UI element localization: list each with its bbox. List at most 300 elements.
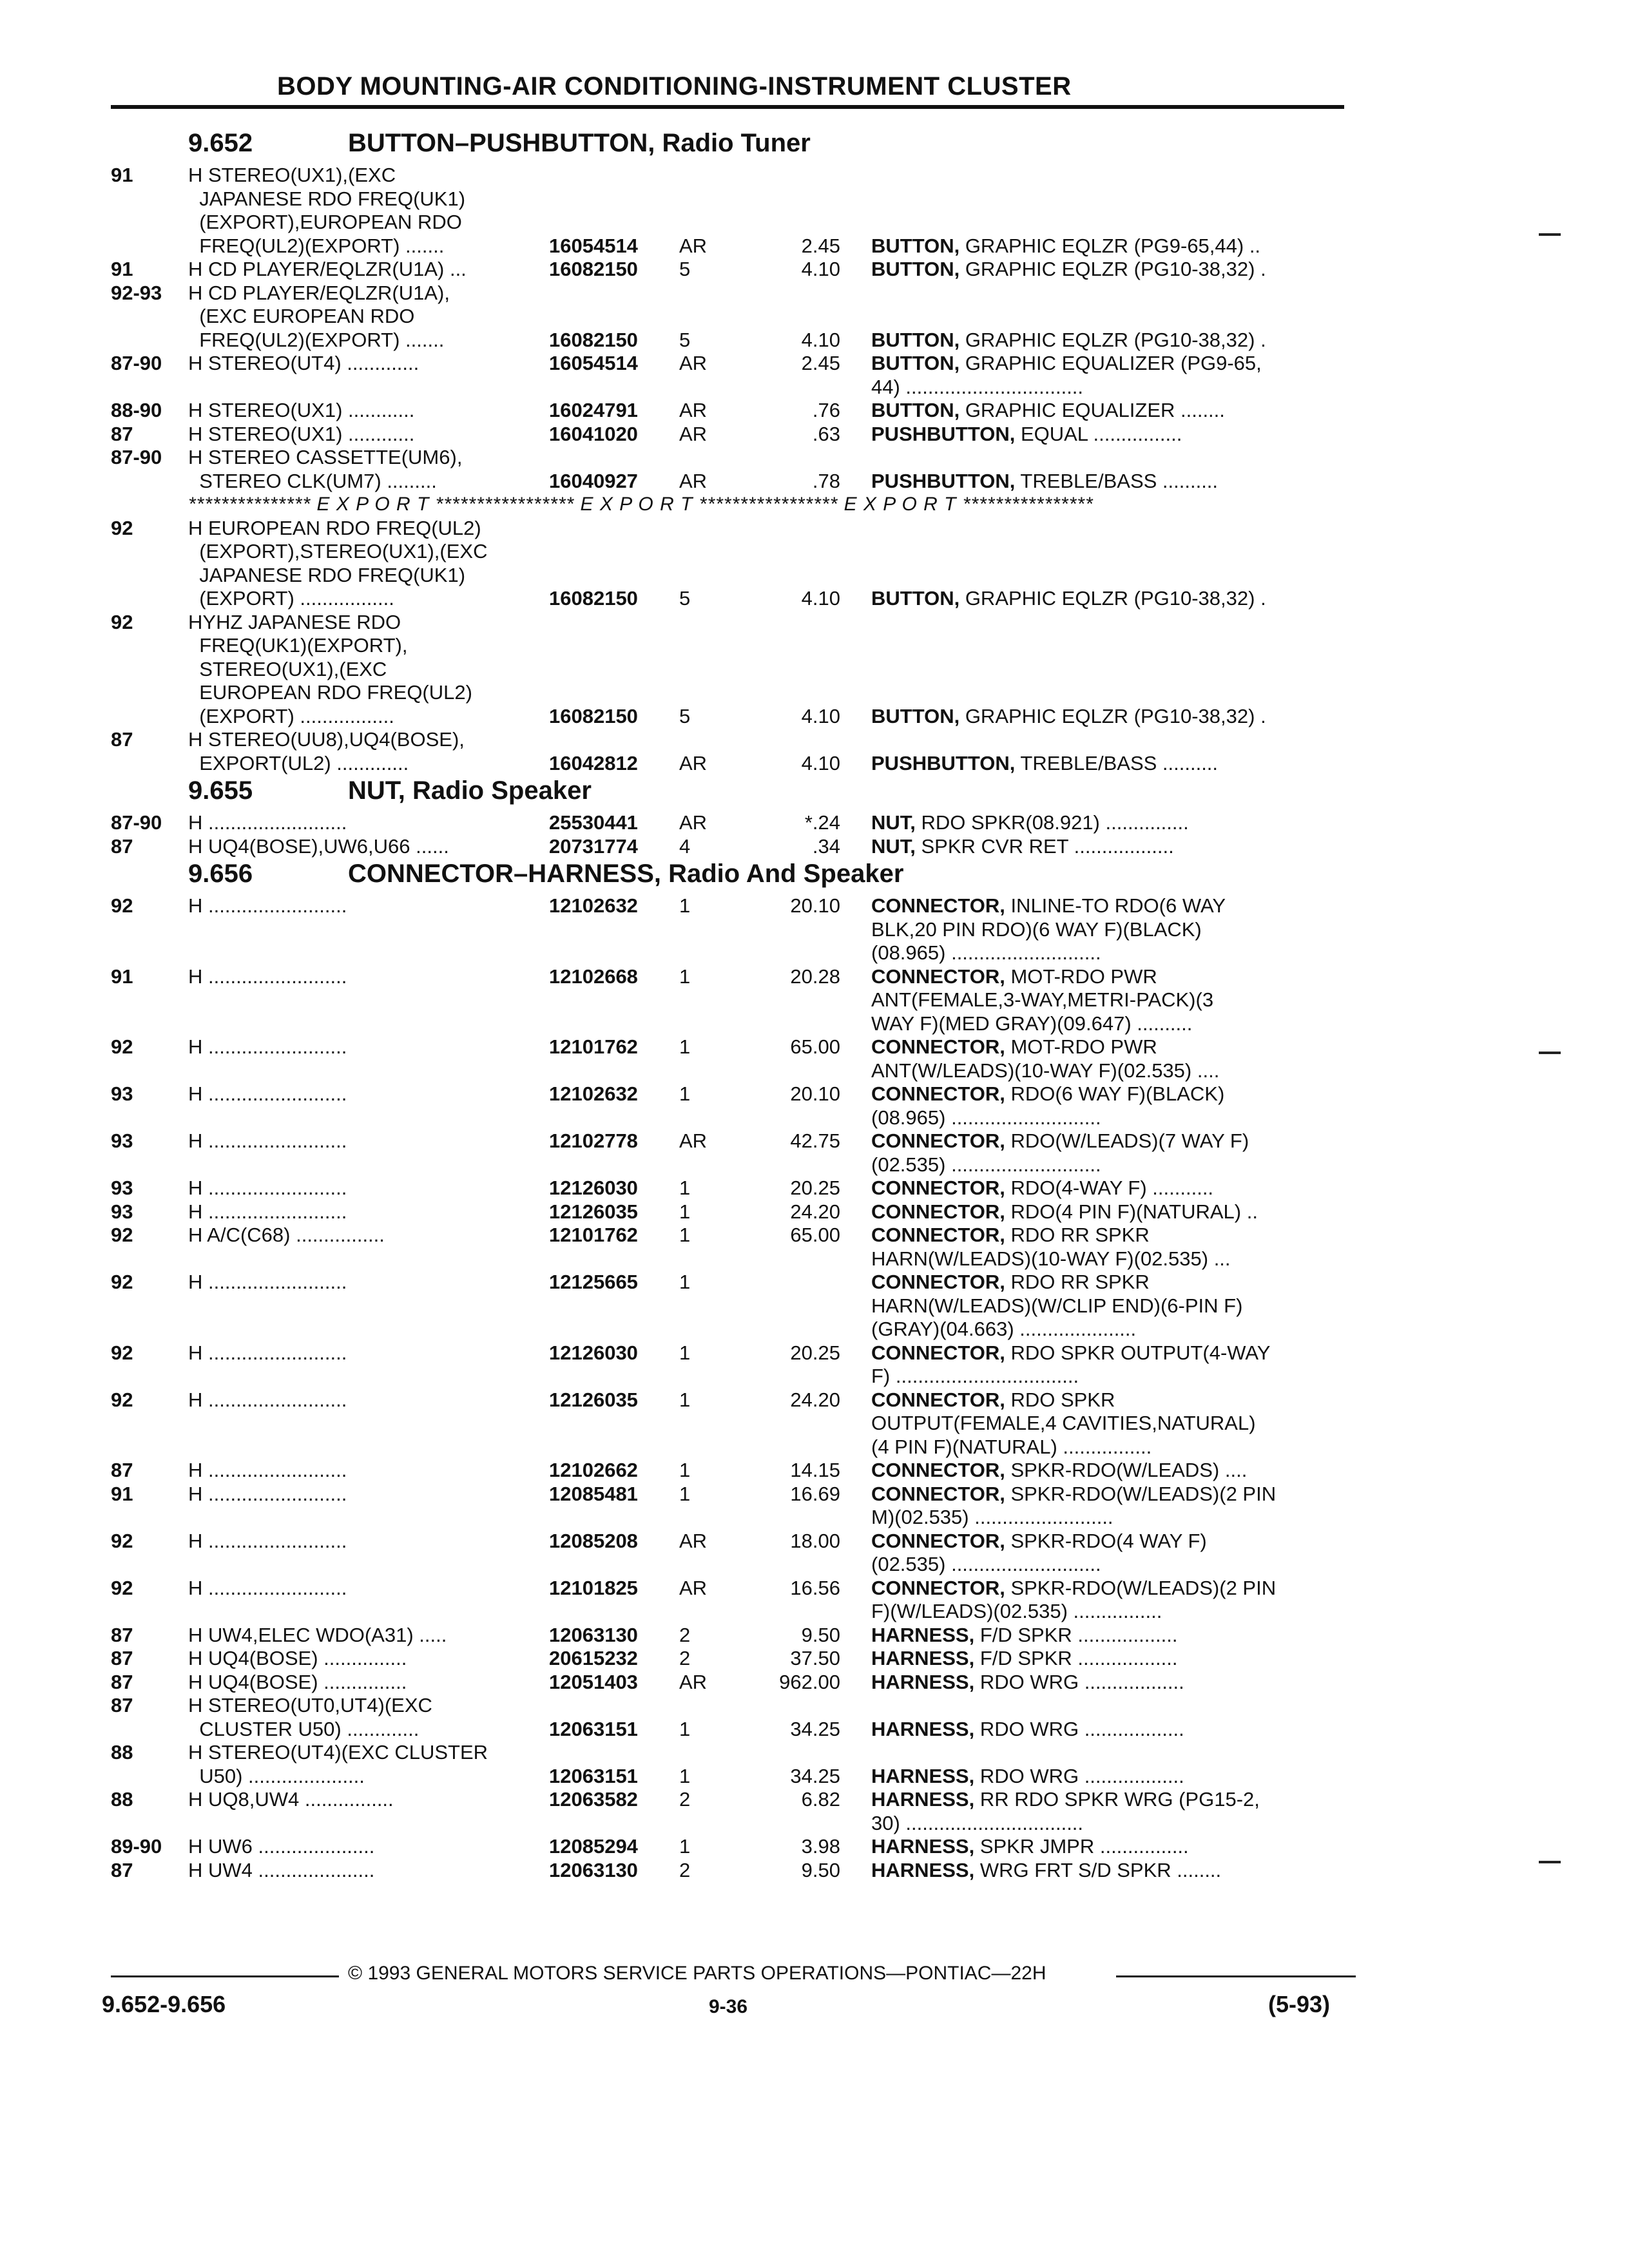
part-line bbox=[0, 1294, 1629, 1318]
usage-description: H EUROPEAN RDO FREQ(UL2) bbox=[188, 516, 481, 539]
part-name bbox=[871, 1577, 1276, 1600]
model-years: 87 bbox=[111, 1623, 133, 1646]
model-years: 92 bbox=[111, 1576, 133, 1599]
usage-description: H ......................... bbox=[188, 1129, 347, 1152]
quantity: AR bbox=[679, 1129, 708, 1152]
part-name-detail: M)(02.535) ......................... bbox=[871, 1506, 1113, 1528]
part-number: 12051403 bbox=[549, 1670, 638, 1693]
part-line bbox=[0, 1835, 1629, 1859]
part-name-detail: ANT(FEMALE,3-WAY,METRI-PACK)(3 bbox=[871, 988, 1214, 1011]
quantity: 5 bbox=[679, 704, 691, 727]
model-years: 92-93 bbox=[111, 281, 162, 304]
part-line bbox=[0, 235, 1629, 258]
footer-date: (5-93) bbox=[1268, 1991, 1331, 2017]
part-number: 16024791 bbox=[549, 399, 638, 421]
part-name-noun: BUTTON, bbox=[871, 328, 960, 351]
part-name-noun: CONNECTOR, bbox=[871, 1341, 1005, 1364]
usage-description: H STEREO(UT4) ............. bbox=[188, 352, 419, 374]
part-line bbox=[0, 446, 1629, 470]
part-line bbox=[0, 1859, 1629, 1883]
price: .76 bbox=[812, 399, 840, 421]
part-line bbox=[0, 918, 1629, 942]
part-line bbox=[0, 835, 1629, 859]
part-name-detail: TREBLE/BASS .......... bbox=[1015, 469, 1219, 492]
quantity: 2 bbox=[679, 1623, 691, 1646]
quantity: AR bbox=[679, 469, 708, 492]
part-name-detail: WRG FRT S/D SPKR ........ bbox=[974, 1858, 1222, 1881]
quantity: 1 bbox=[679, 1835, 691, 1858]
part-number: 12101825 bbox=[549, 1576, 638, 1599]
part-number: 12126035 bbox=[549, 1388, 638, 1411]
price: 2.45 bbox=[801, 352, 840, 374]
quantity: AR bbox=[679, 811, 708, 834]
price: 962.00 bbox=[779, 1670, 840, 1693]
part-line bbox=[0, 1506, 1629, 1530]
model-years: 87-90 bbox=[111, 352, 162, 374]
quantity: AR bbox=[679, 352, 708, 374]
part-name-detail: SPKR-RDO(W/LEADS) .... bbox=[1005, 1459, 1248, 1481]
part-number: 12063130 bbox=[549, 1858, 638, 1881]
quantity: 1 bbox=[679, 1388, 691, 1411]
part-number: 16082150 bbox=[549, 328, 638, 351]
part-name bbox=[871, 329, 1266, 352]
price: 16.69 bbox=[790, 1482, 840, 1505]
quantity: 5 bbox=[679, 587, 691, 610]
part-line bbox=[0, 634, 1629, 658]
section-title: CONNECTOR–HARNESS, Radio And Speaker bbox=[348, 860, 904, 888]
part-name bbox=[871, 1600, 1162, 1623]
part-line bbox=[0, 352, 1629, 376]
part-number: 12063582 bbox=[549, 1788, 638, 1811]
part-line bbox=[0, 965, 1629, 989]
quantity: 1 bbox=[679, 1082, 691, 1105]
margin-tick bbox=[1539, 1861, 1561, 1863]
part-line bbox=[0, 1318, 1629, 1341]
part-line bbox=[0, 988, 1629, 1012]
model-years: 89-90 bbox=[111, 1835, 162, 1858]
model-years: 87-90 bbox=[111, 811, 162, 834]
part-name bbox=[871, 470, 1218, 493]
price: 65.00 bbox=[790, 1224, 840, 1246]
usage-description: (EXPORT),STEREO(UX1),(EXC bbox=[188, 540, 488, 562]
part-name bbox=[871, 235, 1260, 258]
part-line bbox=[0, 1647, 1629, 1671]
usage-description: EXPORT(UL2) ............. bbox=[188, 751, 409, 774]
part-line bbox=[0, 1812, 1629, 1836]
part-name bbox=[871, 1082, 1224, 1106]
part-number: 12085481 bbox=[549, 1482, 638, 1505]
part-number: 12085294 bbox=[549, 1835, 638, 1858]
part-number: 12085208 bbox=[549, 1529, 638, 1552]
part-name-detail: HARN(W/LEADS)(W/CLIP END)(6-PIN F) bbox=[871, 1294, 1243, 1317]
part-name bbox=[871, 1859, 1221, 1882]
part-name bbox=[871, 1224, 1150, 1247]
part-name-noun: PUSHBUTTON, bbox=[871, 422, 1016, 445]
model-years: 92 bbox=[111, 516, 133, 539]
part-line bbox=[0, 1436, 1629, 1459]
part-name-noun: HARNESS, bbox=[871, 1788, 975, 1811]
price: 20.25 bbox=[790, 1341, 840, 1364]
part-name-detail: TREBLE/BASS .......... bbox=[1015, 751, 1219, 774]
part-line bbox=[0, 470, 1629, 494]
part-name-noun: CONNECTOR, bbox=[871, 965, 1005, 988]
part-line bbox=[0, 681, 1629, 705]
part-line bbox=[0, 1082, 1629, 1106]
part-line bbox=[0, 705, 1629, 729]
part-number: 12126030 bbox=[549, 1341, 638, 1364]
quantity: 1 bbox=[679, 1271, 691, 1293]
part-name bbox=[871, 1718, 1184, 1741]
part-number: 16040927 bbox=[549, 469, 638, 492]
part-name-noun: CONNECTOR, bbox=[871, 1271, 1005, 1293]
quantity: AR bbox=[679, 1529, 708, 1552]
part-number: 12102632 bbox=[549, 894, 638, 917]
part-line bbox=[0, 423, 1629, 447]
part-name bbox=[871, 1389, 1115, 1412]
part-number: 12102668 bbox=[549, 965, 638, 988]
part-name-detail: RDO WRG .................. bbox=[974, 1764, 1184, 1787]
footer-rule-left bbox=[111, 1975, 339, 1977]
part-line bbox=[0, 1671, 1629, 1695]
part-line bbox=[0, 941, 1629, 965]
part-line bbox=[0, 728, 1629, 752]
part-name bbox=[871, 1247, 1231, 1271]
usage-description: H ......................... bbox=[188, 1529, 347, 1552]
part-name-detail: GRAPHIC EQLZR (PG10-38,32) . bbox=[959, 258, 1266, 280]
part-number: 16054514 bbox=[549, 352, 638, 374]
quantity: 1 bbox=[679, 1717, 691, 1740]
quantity: 5 bbox=[679, 258, 691, 280]
part-name-detail: (4 PIN F)(NATURAL) ................ bbox=[871, 1435, 1152, 1458]
part-number: 16082150 bbox=[549, 704, 638, 727]
price: 14.15 bbox=[790, 1459, 840, 1481]
part-name-noun: CONNECTOR, bbox=[871, 1576, 1005, 1599]
model-years: 87 bbox=[111, 1858, 133, 1881]
margin-tick bbox=[1539, 233, 1561, 236]
model-years: 91 bbox=[111, 164, 133, 186]
part-name bbox=[871, 1647, 1177, 1670]
part-line bbox=[0, 187, 1629, 211]
quantity: 1 bbox=[679, 1482, 691, 1505]
model-years: 87 bbox=[111, 728, 133, 751]
model-years: 93 bbox=[111, 1177, 133, 1199]
quantity: 2 bbox=[679, 1858, 691, 1881]
part-name-noun: CONNECTOR, bbox=[871, 1129, 1005, 1152]
part-line bbox=[0, 658, 1629, 682]
part-name bbox=[871, 941, 1101, 965]
part-name-noun: CONNECTOR, bbox=[871, 1388, 1005, 1411]
quantity: AR bbox=[679, 399, 708, 421]
section-title: BUTTON–PUSHBUTTON, Radio Tuner bbox=[348, 129, 811, 157]
part-line bbox=[0, 399, 1629, 423]
quantity: AR bbox=[679, 422, 708, 445]
part-name bbox=[871, 1436, 1152, 1459]
usage-description: H ......................... bbox=[188, 1388, 347, 1411]
usage-description: H STEREO(UX1),(EXC bbox=[188, 164, 396, 186]
part-number: 16054514 bbox=[549, 234, 638, 257]
part-name-noun: HARNESS, bbox=[871, 1858, 975, 1881]
part-name-noun: BUTTON, bbox=[871, 399, 960, 421]
part-name-detail: RDO(W/LEADS)(7 WAY F) bbox=[1005, 1129, 1249, 1152]
price: 42.75 bbox=[790, 1129, 840, 1152]
usage-description: H UQ4(BOSE) ............... bbox=[188, 1647, 407, 1669]
part-name-noun: HARNESS, bbox=[871, 1647, 975, 1669]
usage-description: H ......................... bbox=[188, 1035, 347, 1058]
part-number: 12102662 bbox=[549, 1459, 638, 1481]
part-name bbox=[871, 1671, 1184, 1694]
part-line bbox=[0, 517, 1629, 541]
part-name bbox=[871, 1788, 1260, 1811]
part-line bbox=[0, 894, 1629, 918]
part-name bbox=[871, 1012, 1192, 1035]
usage-description: H ......................... bbox=[188, 1482, 347, 1505]
part-line bbox=[0, 1741, 1629, 1765]
model-years: 87 bbox=[111, 1694, 133, 1716]
part-number: 16082150 bbox=[549, 587, 638, 610]
quantity: 1 bbox=[679, 1341, 691, 1364]
part-name-detail: (02.535) ........................... bbox=[871, 1553, 1101, 1575]
part-name bbox=[871, 835, 1174, 858]
part-name-detail: RDO(4 PIN F)(NATURAL) .. bbox=[1005, 1200, 1258, 1223]
price: 18.00 bbox=[790, 1529, 840, 1552]
model-years: 87 bbox=[111, 834, 133, 858]
usage-description: H ......................... bbox=[188, 1271, 347, 1293]
part-line bbox=[0, 611, 1629, 635]
part-name-noun: NUT, bbox=[871, 834, 916, 858]
export-divider-text: *************** E X P O R T ***************** E X P O R T ***************** E X P O R T **************** bbox=[188, 494, 1094, 515]
part-number: 12101762 bbox=[549, 1035, 638, 1058]
part-name bbox=[871, 587, 1266, 610]
part-line bbox=[0, 811, 1629, 835]
usage-description: H STEREO(UX1) ............ bbox=[188, 399, 415, 421]
parts-list bbox=[0, 128, 1629, 1882]
quantity: 1 bbox=[679, 1224, 691, 1246]
part-name-noun: CONNECTOR, bbox=[871, 1224, 1005, 1246]
section-number: 9.656 bbox=[188, 860, 253, 888]
part-name-noun: CONNECTOR, bbox=[871, 1177, 1005, 1199]
model-years: 92 bbox=[111, 1341, 133, 1364]
price: 9.50 bbox=[801, 1623, 840, 1646]
model-years: 92 bbox=[111, 1529, 133, 1552]
price: 65.00 bbox=[790, 1035, 840, 1058]
part-line bbox=[0, 282, 1629, 305]
part-line bbox=[0, 540, 1629, 564]
part-name bbox=[871, 399, 1225, 422]
part-number: 12125665 bbox=[549, 1271, 638, 1293]
quantity: AR bbox=[679, 1576, 708, 1599]
price: 3.98 bbox=[801, 1835, 840, 1858]
part-name bbox=[871, 1412, 1256, 1435]
quantity: 4 bbox=[679, 834, 691, 858]
usage-description: CLUSTER U50) ............. bbox=[188, 1717, 419, 1740]
part-name-detail: 44) ................................ bbox=[871, 375, 1084, 398]
part-name-detail: F) ................................. bbox=[871, 1365, 1079, 1387]
usage-description: FREQ(UL2)(EXPORT) ....... bbox=[188, 234, 445, 257]
part-name bbox=[871, 1271, 1150, 1294]
usage-description: H ......................... bbox=[188, 1341, 347, 1364]
usage-description: (EXPORT),EUROPEAN RDO bbox=[188, 211, 462, 233]
part-line bbox=[0, 1788, 1629, 1812]
part-number: 16042812 bbox=[549, 751, 638, 774]
part-name-detail: (08.965) ........................... bbox=[871, 1106, 1101, 1129]
part-name bbox=[871, 1200, 1258, 1224]
quantity: AR bbox=[679, 751, 708, 774]
model-years: 92 bbox=[111, 1035, 133, 1058]
price: 34.25 bbox=[790, 1764, 840, 1787]
price: 34.25 bbox=[790, 1717, 840, 1740]
part-name-noun: CONNECTOR, bbox=[871, 1459, 1005, 1481]
part-name-detail: RDO WRG .................. bbox=[974, 1670, 1184, 1693]
part-name-detail: RDO WRG .................. bbox=[974, 1717, 1184, 1740]
part-name bbox=[871, 1153, 1101, 1177]
part-name bbox=[871, 1506, 1113, 1529]
part-line bbox=[0, 587, 1629, 611]
quantity: 2 bbox=[679, 1788, 691, 1811]
part-name-noun: BUTTON, bbox=[871, 258, 960, 280]
usage-description: H ......................... bbox=[188, 1177, 347, 1199]
usage-description: H UW4,ELEC WDO(A31) ..... bbox=[188, 1623, 447, 1646]
part-number: 20731774 bbox=[549, 834, 638, 858]
part-name-noun: HARNESS, bbox=[871, 1764, 975, 1787]
footer-copyright: © 1993 GENERAL MOTORS SERVICE PARTS OPERATIONS—PONTIAC—22H bbox=[348, 1963, 1046, 1984]
usage-description: H CD PLAYER/EQLZR(U1A), bbox=[188, 281, 450, 304]
price: 4.10 bbox=[801, 587, 840, 610]
part-number: 12063130 bbox=[549, 1623, 638, 1646]
part-name-detail: RDO SPKR bbox=[1005, 1388, 1115, 1411]
part-name-detail: SPKR CVR RET .................. bbox=[915, 834, 1174, 858]
part-name-detail: F/D SPKR .................. bbox=[974, 1623, 1178, 1646]
price: 4.10 bbox=[801, 258, 840, 280]
footer-rule-right bbox=[1116, 1975, 1356, 1977]
page-title: BODY MOUNTING-AIR CONDITIONING-INSTRUMENT CLUSTER bbox=[277, 72, 1072, 101]
usage-description: JAPANESE RDO FREQ(UK1) bbox=[188, 563, 466, 586]
part-number: 12126030 bbox=[549, 1177, 638, 1199]
part-line bbox=[0, 1059, 1629, 1083]
usage-description: H ......................... bbox=[188, 894, 347, 917]
part-number: 12126035 bbox=[549, 1200, 638, 1223]
price: 20.25 bbox=[790, 1177, 840, 1199]
quantity: AR bbox=[679, 1670, 708, 1693]
part-name-detail: (GRAY)(04.663) ..................... bbox=[871, 1318, 1137, 1340]
usage-description: H UQ4(BOSE),UW6,U66 ...... bbox=[188, 834, 449, 858]
section-title: NUT, Radio Speaker bbox=[348, 776, 592, 805]
part-name-detail: RDO SPKR(08.921) ............... bbox=[915, 811, 1189, 834]
part-name bbox=[871, 352, 1262, 375]
model-years: 87 bbox=[111, 1647, 133, 1669]
part-name-noun: BUTTON, bbox=[871, 704, 960, 727]
part-line bbox=[0, 1247, 1629, 1271]
model-years: 92 bbox=[111, 1271, 133, 1293]
part-line bbox=[0, 305, 1629, 329]
part-name-detail: RDO RR SPKR bbox=[1005, 1271, 1150, 1293]
part-name bbox=[871, 705, 1266, 728]
part-name-detail: RDO(6 WAY F)(BLACK) bbox=[1005, 1082, 1225, 1105]
part-name-noun: NUT, bbox=[871, 811, 916, 834]
part-name-detail: WAY F)(MED GRAY)(09.647) .......... bbox=[871, 1012, 1193, 1035]
part-name bbox=[871, 1483, 1276, 1506]
usage-description: H CD PLAYER/EQLZR(U1A) ... bbox=[188, 258, 467, 280]
part-line bbox=[0, 1341, 1629, 1365]
price: 24.20 bbox=[790, 1388, 840, 1411]
part-line bbox=[0, 1553, 1629, 1577]
price: 20.10 bbox=[790, 894, 840, 917]
usage-description: (EXC EUROPEAN RDO bbox=[188, 305, 415, 327]
part-name bbox=[871, 1318, 1136, 1341]
price: 2.45 bbox=[801, 234, 840, 257]
part-name bbox=[871, 988, 1213, 1012]
part-name-noun: HARNESS, bbox=[871, 1717, 975, 1740]
part-name-noun: PUSHBUTTON, bbox=[871, 751, 1016, 774]
price: 9.50 bbox=[801, 1858, 840, 1881]
price: *.24 bbox=[804, 811, 840, 834]
usage-description: H STEREO(UU8),UQ4(BOSE), bbox=[188, 728, 465, 751]
part-line bbox=[0, 1106, 1629, 1130]
part-name-detail: MOT-RDO PWR bbox=[1005, 965, 1157, 988]
part-name-detail: GRAPHIC EQUALIZER ........ bbox=[959, 399, 1225, 421]
footer-section-range: 9.652-9.656 bbox=[102, 1991, 226, 2017]
part-number: 25530441 bbox=[549, 811, 638, 834]
part-line bbox=[0, 564, 1629, 588]
part-line bbox=[0, 1365, 1629, 1389]
usage-description: (EXPORT) ................. bbox=[188, 587, 394, 610]
part-name bbox=[871, 1177, 1213, 1200]
part-line bbox=[0, 1177, 1629, 1200]
model-years: 93 bbox=[111, 1082, 133, 1105]
usage-description: STEREO CLK(UM7) ......... bbox=[188, 469, 437, 492]
part-line bbox=[0, 752, 1629, 776]
usage-description: STEREO(UX1),(EXC bbox=[188, 657, 387, 680]
part-line bbox=[0, 211, 1629, 235]
part-name bbox=[871, 1530, 1207, 1553]
part-name-detail: RDO(4-WAY F) ........... bbox=[1005, 1177, 1214, 1199]
quantity: 1 bbox=[679, 1764, 691, 1787]
model-years: 91 bbox=[111, 258, 133, 280]
margin-tick bbox=[1539, 1052, 1561, 1054]
part-number: 12101762 bbox=[549, 1224, 638, 1246]
part-name bbox=[871, 1294, 1242, 1318]
part-name-noun: HARNESS, bbox=[871, 1670, 975, 1693]
part-name bbox=[871, 376, 1083, 399]
usage-description: H A/C(C68) ................ bbox=[188, 1224, 385, 1246]
part-name-detail: SPKR-RDO(W/LEADS)(2 PIN bbox=[1005, 1482, 1277, 1505]
part-line bbox=[0, 1577, 1629, 1600]
usage-description: H UQ4(BOSE) ............... bbox=[188, 1670, 407, 1693]
part-name-detail: GRAPHIC EQUALIZER (PG9-65, bbox=[959, 352, 1262, 374]
part-line bbox=[0, 1224, 1629, 1247]
part-line bbox=[0, 1600, 1629, 1624]
price: .63 bbox=[812, 422, 840, 445]
part-name bbox=[871, 258, 1266, 281]
part-line bbox=[0, 1200, 1629, 1224]
quantity: 1 bbox=[679, 1459, 691, 1481]
model-years: 92 bbox=[111, 610, 133, 633]
usage-description: (EXPORT) ................. bbox=[188, 704, 394, 727]
part-line bbox=[0, 1694, 1629, 1718]
price: .78 bbox=[812, 469, 840, 492]
model-years: 93 bbox=[111, 1200, 133, 1223]
part-number: 12063151 bbox=[549, 1764, 638, 1787]
export-divider bbox=[0, 493, 1629, 517]
section-heading bbox=[0, 775, 1629, 811]
price: .34 bbox=[812, 834, 840, 858]
part-name-detail: F/D SPKR .................. bbox=[974, 1647, 1178, 1669]
model-years: 87 bbox=[111, 1670, 133, 1693]
section-number: 9.652 bbox=[188, 129, 253, 157]
part-name-noun: BUTTON, bbox=[871, 352, 960, 374]
part-number: 12102778 bbox=[549, 1129, 638, 1152]
part-name bbox=[871, 1765, 1184, 1788]
price: 6.82 bbox=[801, 1788, 840, 1811]
